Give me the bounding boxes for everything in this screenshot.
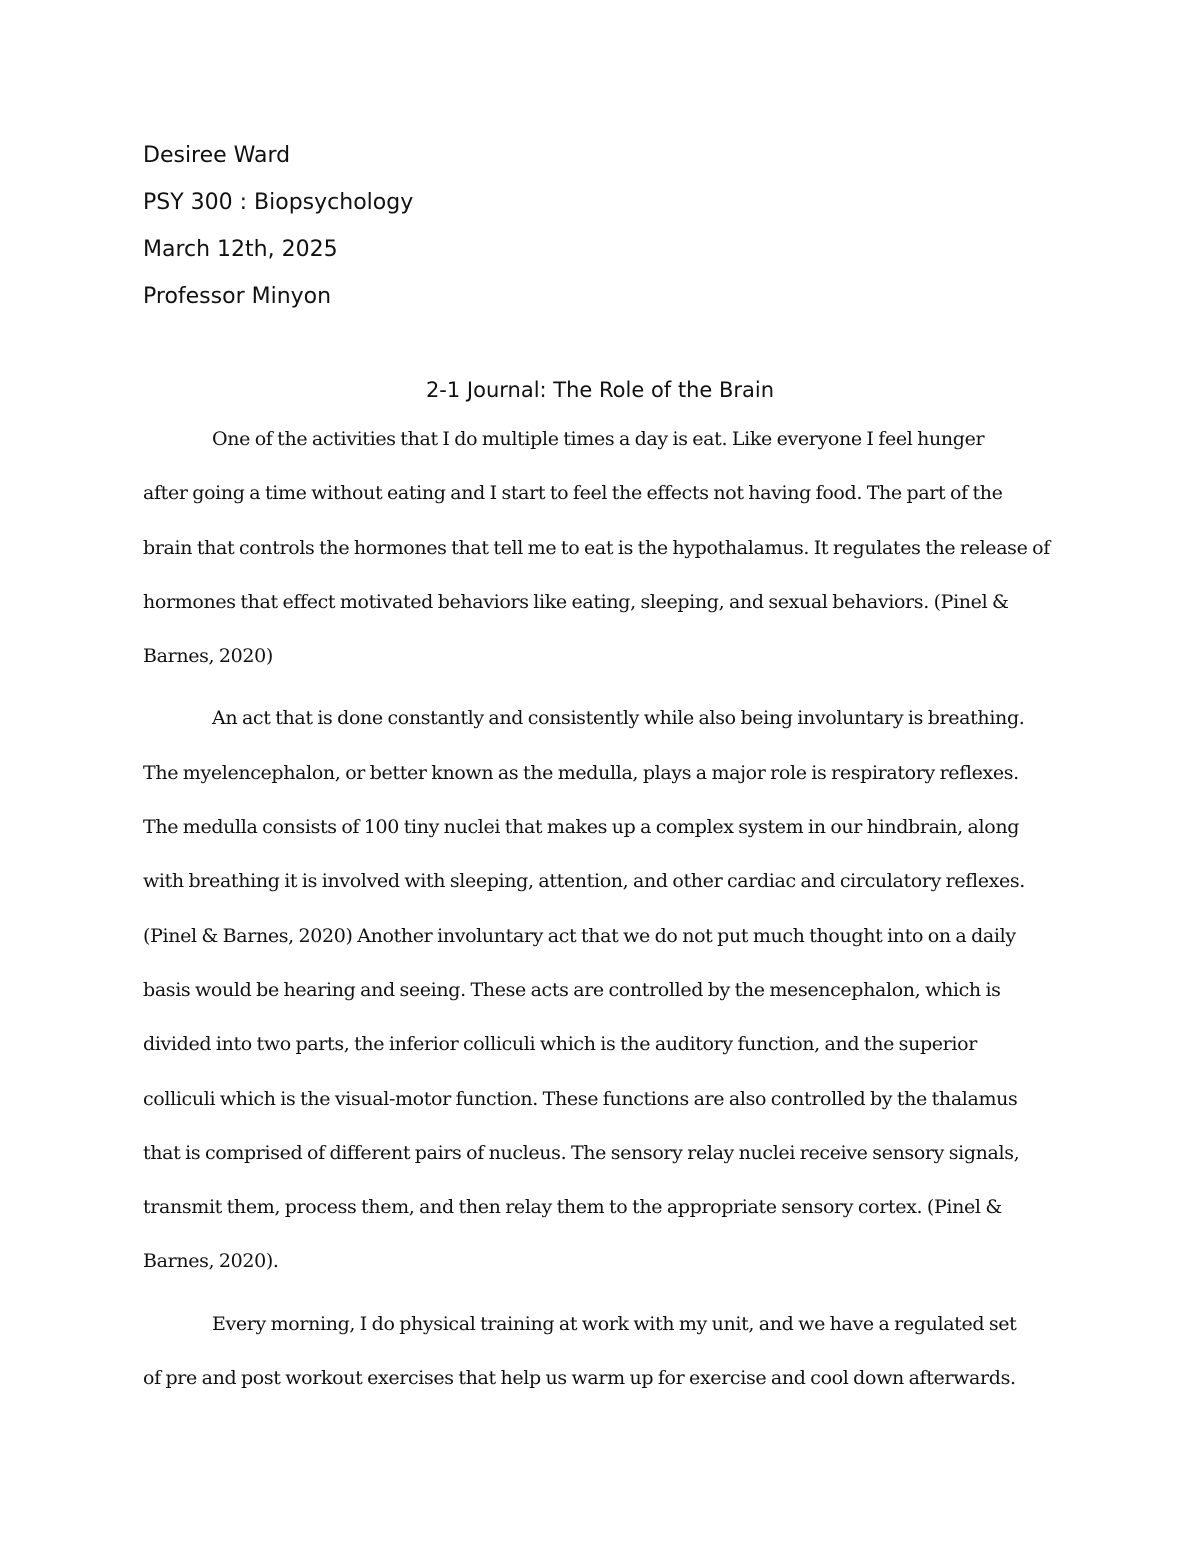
- document-header: [143, 138, 413, 326]
- text-line: (Pinel & Barnes, 2020) Another involuntary act that we do not put much thought into on a daily: [143, 924, 1016, 947]
- paragraph-spacer: [143, 692, 1063, 700]
- author-name: Desiree Ward: [143, 143, 291, 168]
- text-line: hormones that effect motivated behaviors like eating, sleeping, and sexual behaviors. (Pinel &: [143, 590, 1009, 613]
- text-line: Barnes, 2020).: [143, 1250, 279, 1273]
- text-line: brain that controls the hormones that tell me to eat is the hypothalamus. It regulates the release of: [143, 536, 1050, 559]
- text-line: colliculi which is the visual-motor function. These functions are also controlled by the thalamus: [143, 1087, 1018, 1110]
- paragraph-1: [143, 421, 1063, 692]
- text-line: with breathing it is involved with sleeping, attention, and other cardiac and circulatory reflexes.: [143, 870, 1025, 893]
- text-line: transmit them, process them, and then relay them to the appropriate sensory cortex. (Pinel &: [143, 1196, 1002, 1219]
- paragraph-3: [143, 1306, 1063, 1415]
- text-line: One of the activities that I do multiple times a day is eat. Like everyone I feel hunger: [212, 428, 985, 450]
- text-line: Barnes, 2020): [143, 645, 273, 668]
- text-line: that is comprised of different pairs of nucleus. The sensory relay nuclei receive sensory signals,: [143, 1141, 1020, 1164]
- text-line: The medulla consists of 100 tiny nuclei that makes up a complex system in our hindbrain, along: [143, 816, 1020, 839]
- professor-name: Professor Minyon: [143, 284, 332, 309]
- text-line: after going a time without eating and I start to feel the effects not having food. The part of the: [143, 482, 1003, 505]
- paragraph-spacer: [143, 1298, 1063, 1306]
- text-line: basis would be hearing and seeing. These acts are controlled by the mesencephalon, which is: [143, 978, 1001, 1001]
- text-line: The myelencephalon, or better known as the medulla, plays a major role is respiratory reflexes.: [143, 761, 1019, 784]
- text-line: of pre and post workout exercises that help us warm up for exercise and cool down afterwards.: [143, 1367, 1016, 1390]
- paragraph-2: [143, 700, 1063, 1297]
- course-name: PSY 300 : Biopsychology: [143, 190, 414, 215]
- text-line: Every morning, I do physical training at work with my unit, and we have a regulated set: [212, 1312, 1017, 1335]
- document-body: [143, 421, 1063, 1414]
- document-date: March 12th, 2025: [143, 237, 338, 262]
- text-line: An act that is done constantly and consistently while also being involuntary is breathing.: [212, 707, 1025, 730]
- text-line: divided into two parts, the inferior colliculi which is the auditory function, and the superior: [143, 1033, 977, 1056]
- document-title: 2-1 Journal: The Role of the Brain: [425, 378, 775, 402]
